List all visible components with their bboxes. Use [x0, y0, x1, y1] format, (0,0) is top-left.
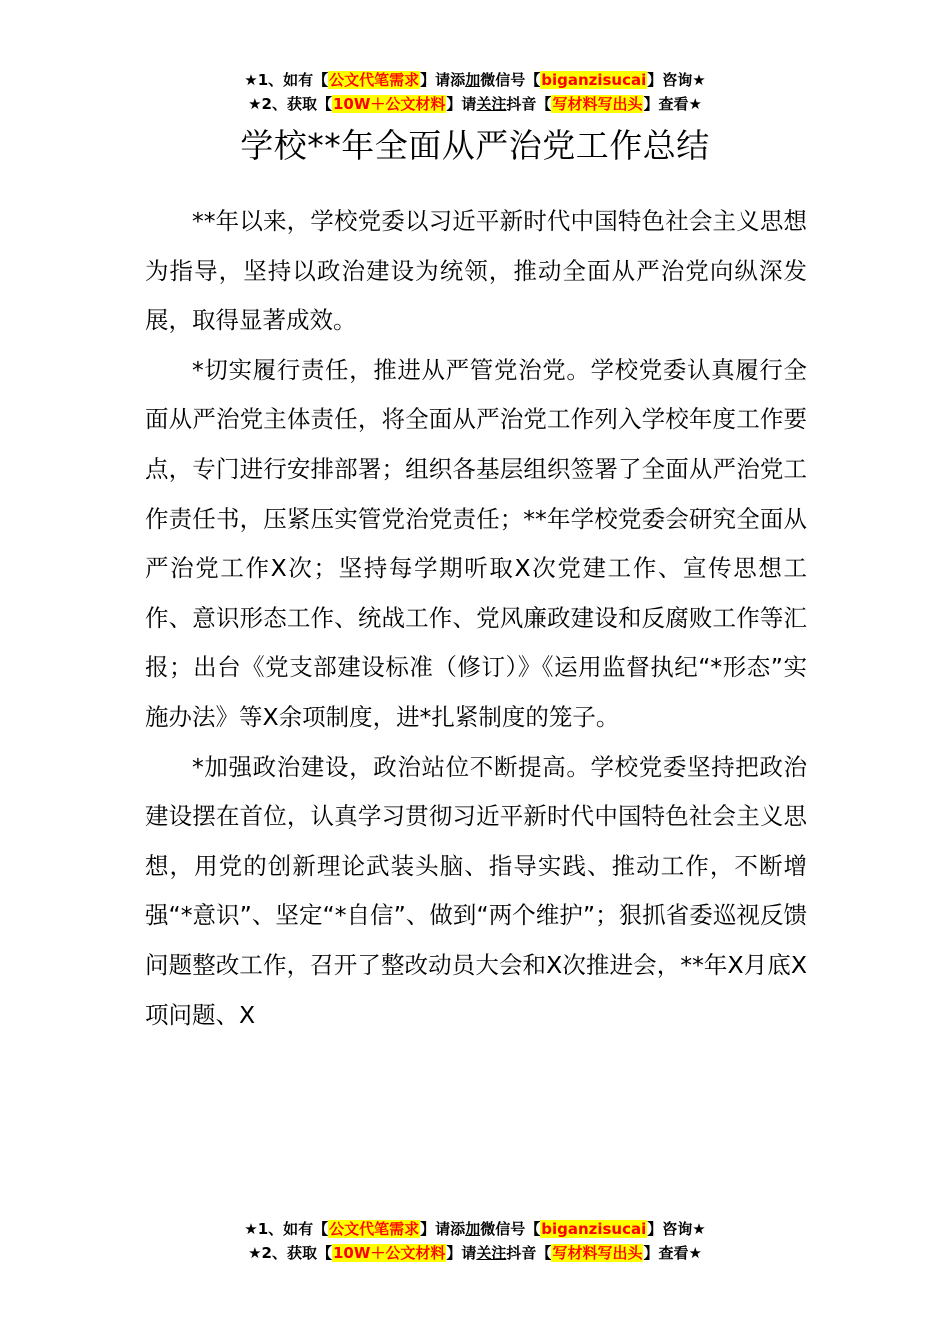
header-banner [0, 68, 950, 116]
banner-line-2: ★2、获取【10W＋公文材料】请关注抖音【写材料写出头】查看★ [248, 95, 702, 113]
banner-highlight: 写材料写出头 [552, 1244, 643, 1262]
paragraph: **年以来，学校党委以习近平新时代中国特色社会主义思想为指导，坚持以政治建设为统领，推动全面从严治党向纵深发展，取得显著成效。 [145, 207, 807, 335]
banner-highlight: 公文代笔需求 [329, 71, 420, 89]
paragraph: *加强政治建设，政治站位不断提高。学校党委坚持把政治建设摆在首位，认真学习贯彻习近平新时代中国特色社会主义思想，用党的创新理论武装头脑、指导实践、推动工作，不断增强“*意识”、坚定“*自信”、做到“两个维护”；狠抓省委巡视反馈问题整改工作，召开了整改动员大会和X次推进会，**年X月底X项问题、X [145, 752, 807, 1029]
banner-highlight: 写材料写出头 [552, 95, 643, 113]
document-body [145, 197, 807, 1040]
banner-line-2: ★2、获取【10W＋公文材料】请关注抖音【写材料写出头】查看★ [248, 1244, 702, 1262]
document-title: 学校**年全面从严治党工作总结 [240, 126, 710, 165]
banner-highlight: 10W＋公文材料 [332, 95, 446, 113]
banner-line-1: ★1、如有【公文代笔需求】请添加微信号【biganzisucai】咨询★ [244, 71, 706, 89]
footer-banner [0, 1217, 950, 1265]
banner-line-1: ★1、如有【公文代笔需求】请添加微信号【biganzisucai】咨询★ [244, 1220, 706, 1238]
banner-highlight: biganzisucai [541, 1220, 647, 1238]
banner-highlight: biganzisucai [541, 71, 647, 89]
paragraph: *切实履行责任，推进从严管党治党。学校党委认真履行全面从严治党主体责任，将全面从严治党工作列入学校年度工作要点，专门进行安排部署；组织各基层组织签署了全面从严治党工作责任书，压紧压实管党治党责任；**年学校党委会研究全面从严治党工作X次；坚持每学期听取X次党建工作、宣传思想工作、意识形态工作、统战工作、党风廉政建设和反腐败工作等汇报；出台《党支部建设标准（修订）》《运用监督执纪“*形态”实施办法》等X余项制度，进*扎紧制度的笼子。 [145, 355, 807, 731]
banner-highlight: 公文代笔需求 [329, 1220, 420, 1238]
banner-highlight: 10W＋公文材料 [332, 1244, 446, 1262]
